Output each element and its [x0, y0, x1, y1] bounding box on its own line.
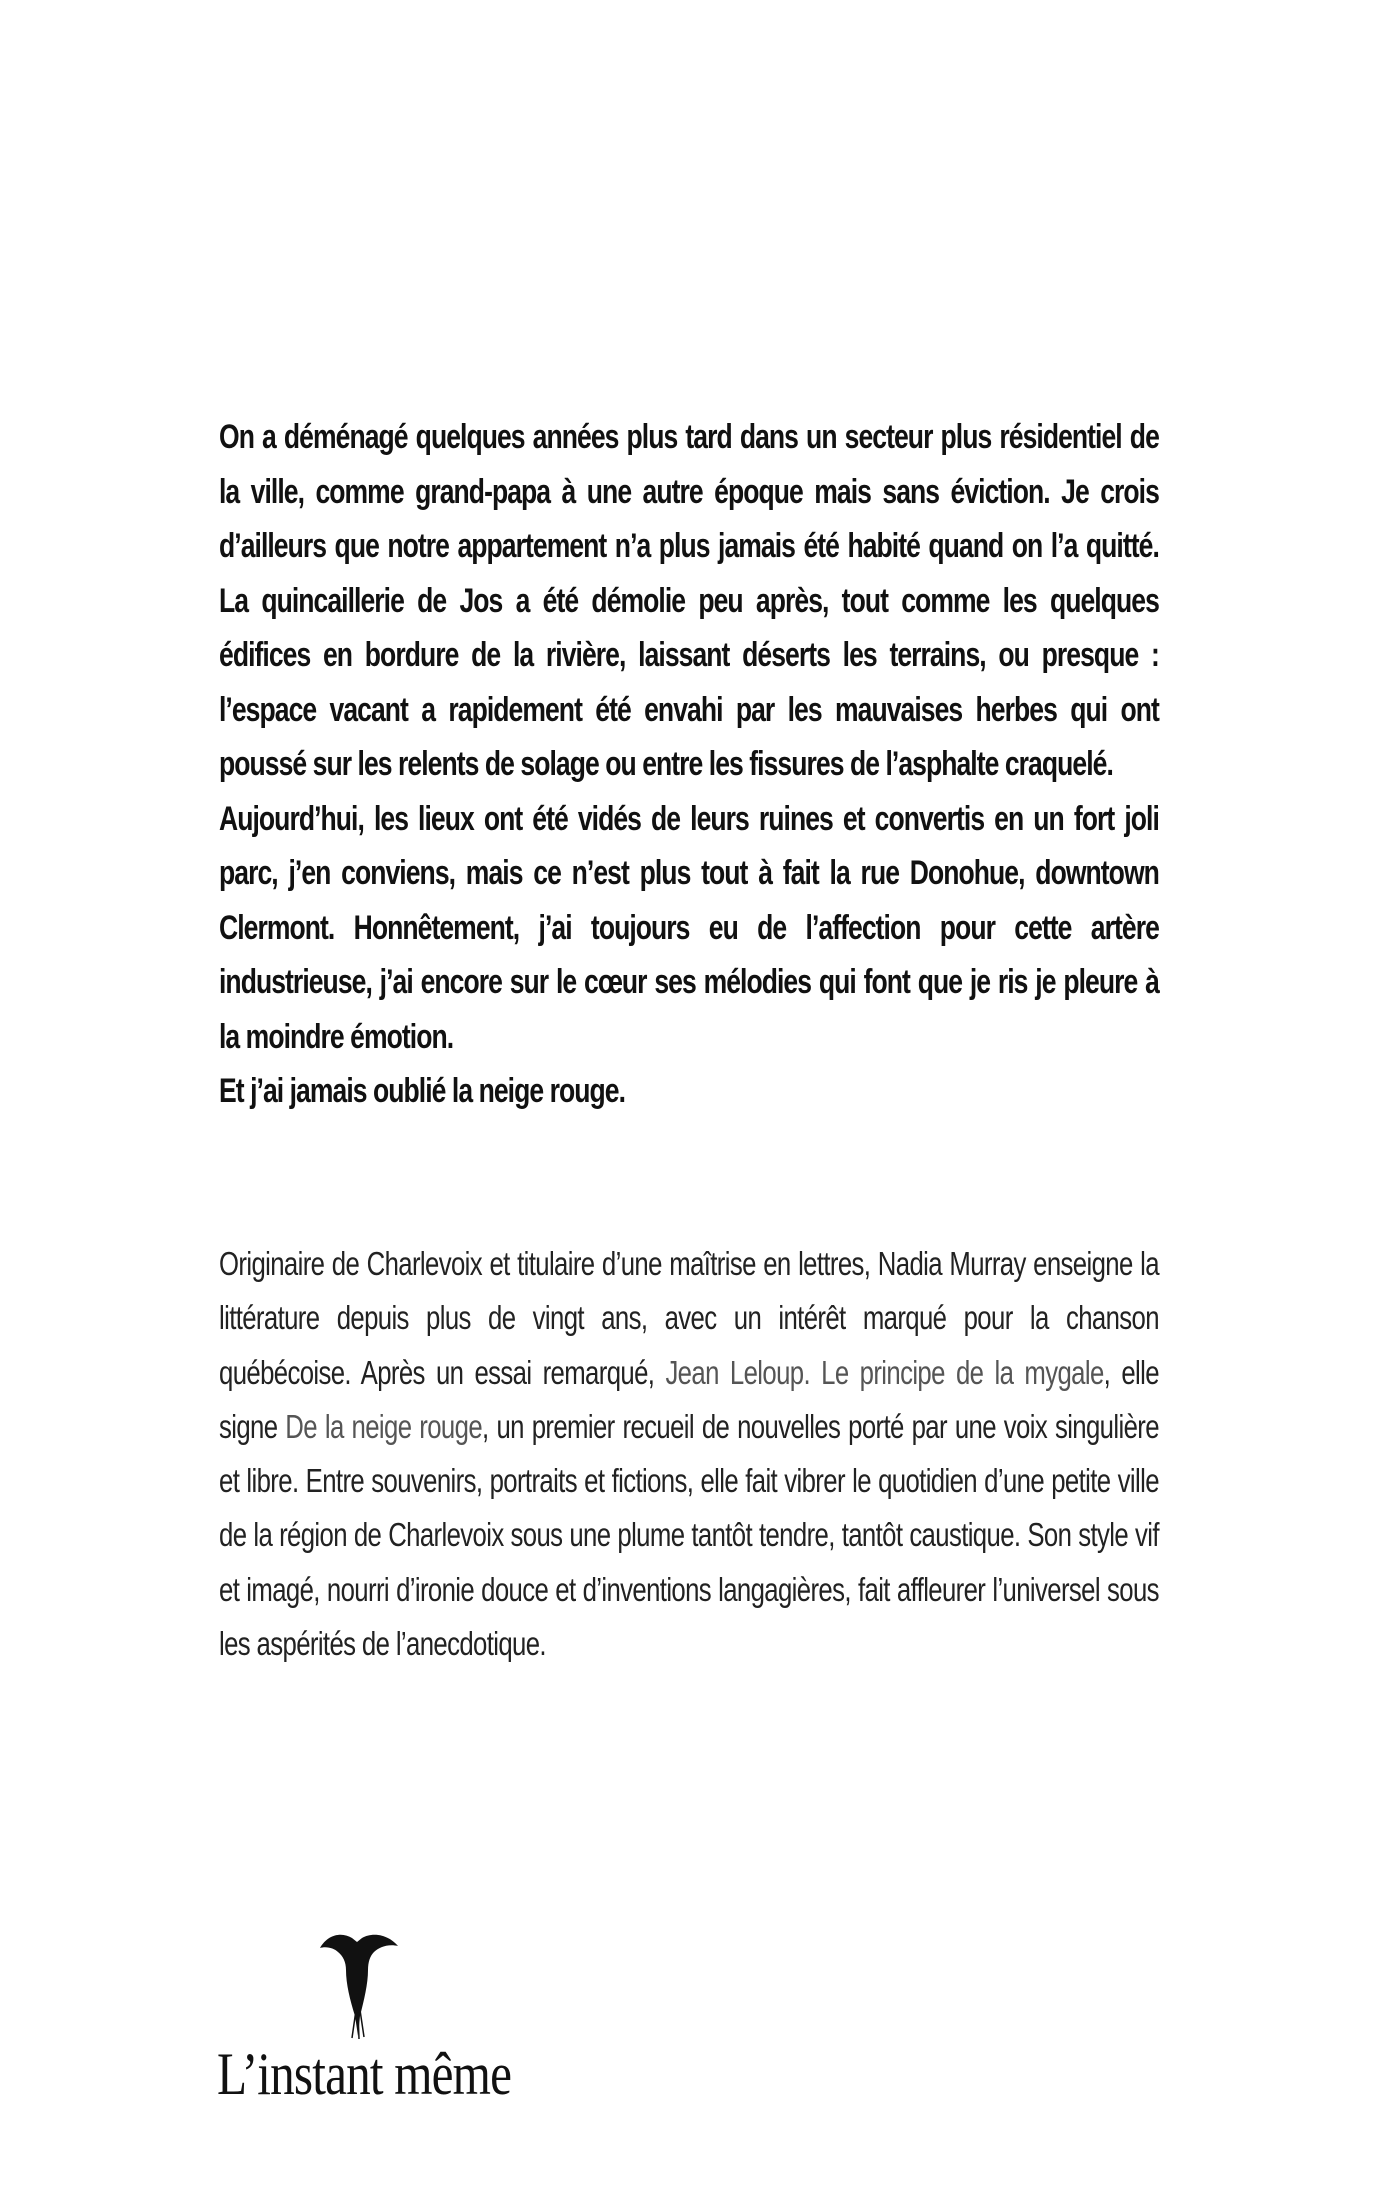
raven-icon — [312, 1920, 402, 2040]
bio-text: Originaire de Charlevoix et titulaire d’une maîtrise en lettres, Nadia Murray enseigne la littérature depuis plus de vingt ans, avec un intérêt marqué pour la chanson québécoise. Après un essai remarqué, — [219, 1245, 1159, 1391]
bio-text: , elle signe — [219, 1353, 1159, 1445]
excerpt-paragraph: On a déménagé quelques années plus tard dans un secteur plus résidentiel de la ville, comme grand-papa à une autre époque mais sans éviction. Je crois d’ailleurs que notre appartement n’a plus jamais été habité quand on l’a quitté. La quincaillerie de Jos a été démolie peu après, tout comme les quelques édifices en bordure de la rivière, laissant déserts les terrains, ou presque : l’espace vacant a rapidement été envahi par les mauvaises herbes qui ont poussé sur les relents de solage ou entre les fissures de l’asphalte craquelé. — [219, 418, 1159, 783]
book-title: De la neige rouge — [285, 1407, 483, 1445]
book-excerpt — [219, 410, 1159, 1119]
excerpt-paragraph: Aujourd’hui, les lieux ont été vidés de leurs ruines et convertis en un fort joli parc, j’en conviens, mais ce n’est plus tout à fait la rue Donohue, downtown Clermont. Honnêtement, j’ai toujours eu de l’affection pour cette artère industrieuse, j’ai encore sur le cœur ses mélodies qui font que je ris je pleure à la moindre émotion. — [219, 799, 1159, 1056]
author-bio — [219, 1237, 1159, 1671]
essay-title: Jean Leloup. Le principe de la mygale — [665, 1353, 1104, 1391]
publisher-logo: L’instant même — [217, 2041, 512, 2107]
bio-text: , un premier recueil de nouvelles porté par une voix singulière et libre. Entre souvenirs, portraits et fictions, elle fait vibrer le quotidien d’une petite ville de la région de Charlevoix sous une plume tantôt tendre, tantôt caustique. Son style vif et imagé, nourri d’ironie douce et d’inventions langagières, fait affleurer l’universel sous les aspérités de l’anecdotique. — [219, 1407, 1159, 1663]
excerpt-paragraph: Et j’ai jamais oublié la neige rouge. — [219, 1072, 626, 1110]
